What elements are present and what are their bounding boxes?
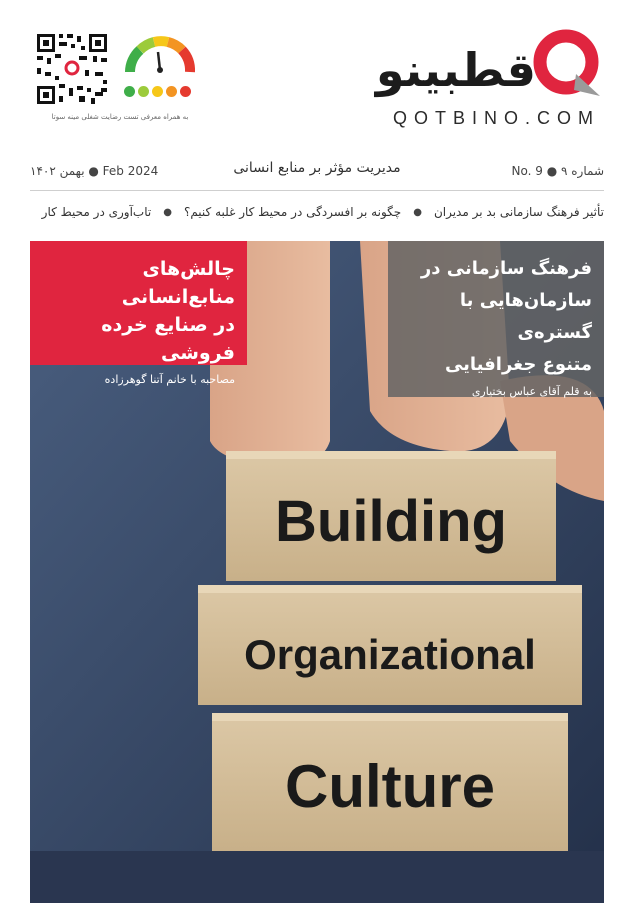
hero-word-building: Building bbox=[275, 489, 507, 554]
feature-title-line2: سازمان‌هایی با گستره‌ی bbox=[459, 290, 592, 343]
q-logo-icon bbox=[530, 26, 604, 100]
qr-code-icon[interactable] bbox=[35, 32, 109, 106]
emoji-scale bbox=[124, 86, 191, 97]
header-tagline: به همراه معرفی تست رضایت شغلی مینه سوتا bbox=[51, 113, 189, 121]
feature-byline: به قلم آقای عباس بختیاری bbox=[471, 385, 592, 398]
sad-icon bbox=[166, 86, 177, 97]
brand-domain: QOTBINO.COM bbox=[393, 108, 600, 128]
issue-meta bbox=[30, 160, 604, 190]
feature-title-line1: چالش‌های منابع‌انسانی bbox=[121, 258, 235, 308]
issue-number: شماره ۹ ● No. 9 bbox=[511, 164, 604, 178]
happy-icon bbox=[138, 86, 149, 97]
bullet-icon: ● bbox=[413, 206, 422, 218]
satisfaction-gauge-icon bbox=[124, 34, 196, 74]
very-sad-icon bbox=[180, 86, 191, 97]
feature-box-hr-retail[interactable] bbox=[30, 241, 247, 386]
topic-item[interactable]: تاب‌آوری در محیط کار bbox=[41, 205, 152, 219]
feature-title-line2: در صنایع خرده فروشی bbox=[101, 314, 235, 364]
topic-item[interactable]: تأثیر فرهنگ سازمانی بد بر مدیران bbox=[433, 205, 604, 219]
topics-list bbox=[30, 205, 604, 219]
issue-date: Feb 2024 ● بهمن ۱۴۰۲ bbox=[30, 164, 159, 178]
feature-box-org-culture[interactable] bbox=[388, 241, 604, 397]
divider bbox=[30, 190, 604, 191]
hero-word-organizational: Organizational bbox=[244, 631, 536, 678]
brand-wordmark: قطبینو bbox=[375, 43, 536, 97]
bullet-icon: ● bbox=[163, 206, 172, 218]
feature-title-line1: فرهنگ سازمانی در bbox=[420, 258, 592, 279]
feature-byline: مصاحبه با خانم آتنا گوهرزاده bbox=[104, 373, 235, 386]
feature-title-line3: متنوع جغرافیایی bbox=[444, 354, 592, 375]
brand-logo bbox=[314, 22, 604, 132]
magazine-subtitle: مدیریت مؤثر بر منابع انسانی bbox=[233, 160, 401, 176]
topic-item[interactable]: چگونه بر افسردگی در محیط کار غلبه کنیم؟ bbox=[183, 205, 402, 219]
very-happy-icon bbox=[124, 86, 135, 97]
hero-word-culture: Culture bbox=[285, 753, 495, 820]
neutral-icon bbox=[152, 86, 163, 97]
